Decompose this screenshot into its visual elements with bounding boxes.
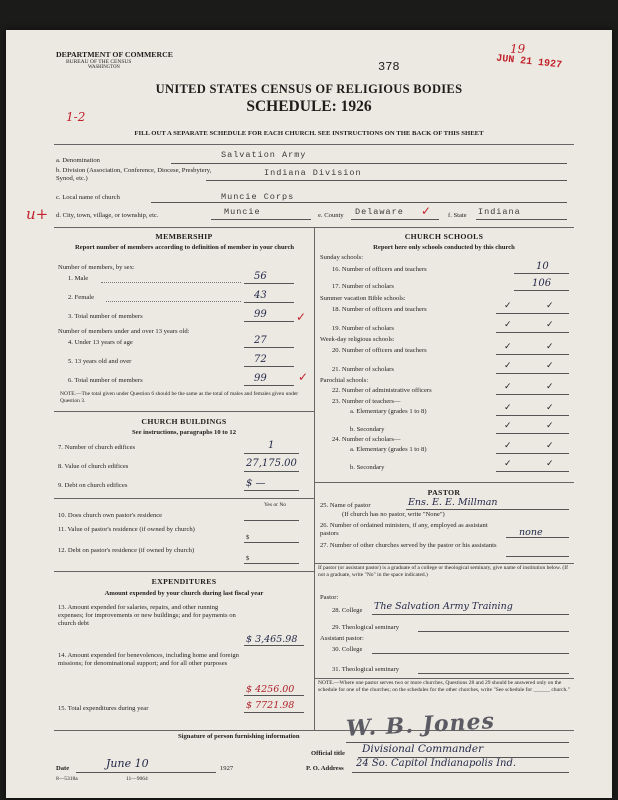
q24a-label: a. Elementary (grades 1 to 8) bbox=[350, 446, 427, 453]
under-13-value: 27 bbox=[254, 335, 267, 346]
q23-label: 23. Number of teachers— bbox=[332, 398, 401, 405]
county-value: Delaware bbox=[355, 207, 404, 217]
total-members-label: 3. Total number of members bbox=[68, 313, 143, 320]
denomination-label: a. Denomination bbox=[56, 157, 100, 164]
check-mark: ✓ bbox=[504, 458, 512, 468]
form-code: 8—5318a bbox=[56, 776, 78, 782]
membership-intro: Report number of members according to definition of member in your church bbox=[74, 244, 295, 251]
buildings-intro: See instructions, paragraphs 10 to 12 bbox=[131, 429, 237, 436]
edifices-value: 1 bbox=[268, 440, 275, 451]
local-name-value: Muncie Corps bbox=[221, 192, 295, 202]
item-15-value: $ 7721.98 bbox=[246, 700, 295, 711]
q30-label: 30. College bbox=[332, 646, 363, 653]
form-title: UNITED STATES CENSUS OF RELIGIOUS BODIES bbox=[155, 82, 463, 96]
q17-value: 106 bbox=[532, 278, 552, 289]
yes-no-header: Yes or No bbox=[264, 502, 287, 508]
q17-label: 17. Number of scholars bbox=[332, 283, 394, 290]
male-value: 56 bbox=[254, 271, 267, 282]
total-check-mark: ✓ bbox=[296, 310, 307, 324]
edifices-label: 7. Number of church edifices bbox=[58, 444, 136, 451]
q20-label: 20. Number of officers and teachers bbox=[332, 347, 427, 354]
age-total-check-mark: ✓ bbox=[298, 370, 309, 384]
margin-mark: 1-2 bbox=[66, 110, 86, 124]
total-by-age-value: 99 bbox=[254, 373, 267, 384]
college-value: The Salvation Army Training bbox=[374, 601, 513, 612]
check-mark: ✓ bbox=[504, 440, 512, 450]
q19-label: 19. Number of scholars bbox=[332, 325, 394, 332]
assistant-pastor-subheading: Assistant pastor: bbox=[320, 635, 364, 642]
side-mark: u+ bbox=[26, 205, 49, 223]
item-15-label: 15. Total expenditures during year bbox=[58, 705, 149, 712]
total-members-value: 99 bbox=[254, 309, 267, 320]
sunday-schools-label: Sunday schools: bbox=[320, 254, 364, 261]
local-name-label: c. Local name of church bbox=[56, 194, 120, 201]
county-label: e. County bbox=[318, 212, 344, 219]
edifice-debt-value: $ — bbox=[246, 478, 266, 489]
owns-residence-label: 10. Does church own pastor's residence bbox=[58, 512, 163, 519]
q26-label: 26. Number of ordained ministers, if any, employed as assistant pastors bbox=[320, 522, 488, 537]
check-mark: ✓ bbox=[546, 440, 554, 450]
q28-label: 28. College bbox=[332, 607, 363, 614]
check-mark: ✓ bbox=[546, 402, 554, 412]
item-14-label: 14. Amount expended for benevolences, including home and foreign missions; for denominational support; and for all other purposes bbox=[58, 652, 239, 667]
residence-debt-label: 12. Debt on pastor's residence (if owned by church) bbox=[58, 547, 195, 554]
members-by-sex-label: Number of members, by sex: bbox=[58, 264, 135, 271]
city-value: Muncie bbox=[224, 207, 261, 217]
check-mark: ✓ bbox=[504, 381, 512, 391]
edifice-value-label: 8. Value of church edifices bbox=[58, 463, 129, 470]
date-year: 1927 bbox=[220, 765, 234, 772]
signature-stamp: W. B. Jones bbox=[345, 708, 496, 742]
q29-label: 29. Theological seminary bbox=[332, 624, 400, 631]
check-mark: ✓ bbox=[546, 381, 554, 391]
residence-debt-value: $ bbox=[246, 555, 250, 562]
buildings-title: CHURCH BUILDINGS bbox=[141, 417, 227, 426]
membership-title: MEMBERSHIP bbox=[155, 232, 213, 241]
membership-note: NOTE.—The total given under Question 6 should be the same as the total of males and females given under Question 3. bbox=[60, 391, 299, 404]
total-by-age-label: 6. Total number of members bbox=[68, 377, 143, 384]
check-mark: ✓ bbox=[546, 300, 554, 310]
q16-value: 10 bbox=[536, 261, 549, 272]
division-label: b. Division (Association, Conference, Diocese, Presbytery, Synod, etc.) bbox=[56, 167, 212, 182]
weekday-schools-label: Week-day religious schools: bbox=[320, 336, 395, 343]
department-label: DEPARTMENT OF COMMERCE bbox=[56, 50, 173, 59]
date-label: Date bbox=[56, 765, 70, 772]
official-title-value: Divisional Commander bbox=[362, 743, 484, 755]
check-mark: ✓ bbox=[504, 319, 512, 329]
check-mark: ✓ bbox=[504, 341, 512, 351]
parochial-schools-label: Parochial schools: bbox=[320, 377, 369, 384]
age-intro-label: Number of members under and over 13 years old: bbox=[58, 328, 190, 335]
q23a-label: a. Elementary (grades 1 to 8) bbox=[350, 408, 427, 415]
state-label: f. State bbox=[448, 212, 467, 219]
under-13-label: 4. Under 13 years of age bbox=[68, 339, 133, 346]
check-mark: ✓ bbox=[546, 319, 554, 329]
print-code: 11—9064 bbox=[126, 776, 148, 782]
q26-value: none bbox=[519, 527, 543, 538]
check-mark: ✓ bbox=[504, 402, 512, 412]
schools-intro: Report here only schools conducted by this church bbox=[373, 244, 515, 251]
item-13-label: 13. Amount expended for salaries, repairs, and other running expenses; for improvements or new buildings; and for payments on church debt bbox=[58, 604, 236, 627]
residence-value-value: $ bbox=[246, 534, 250, 541]
male-label: 1. Male bbox=[68, 275, 89, 282]
check-mark: ✓ bbox=[546, 360, 554, 370]
q27-label: 27. Number of other churches served by the pastor or his assistants bbox=[320, 542, 497, 549]
edifice-debt-label: 9. Debt on church edifices bbox=[58, 482, 128, 489]
division-value: Indiana Division bbox=[264, 168, 362, 178]
female-label: 2. Female bbox=[68, 294, 95, 301]
item-14-value: $ 4256.00 bbox=[246, 684, 295, 695]
q16-label: 16. Number of officers and teachers bbox=[332, 266, 427, 273]
q25-note: (If church has no pastor, write "None") bbox=[342, 511, 445, 518]
q31-label: 31. Theological seminary bbox=[332, 666, 400, 673]
denomination-value: Salvation Army bbox=[221, 150, 307, 160]
residence-value-label: 11. Value of pastor's residence (if owned by church) bbox=[58, 526, 195, 533]
q23b-label: b. Secondary bbox=[350, 426, 385, 433]
city-label: d. City, town, village, or township, etc. bbox=[56, 212, 159, 219]
item-13-value: $ 3,465.98 bbox=[246, 634, 298, 645]
check-mark: ✓ bbox=[504, 360, 512, 370]
pastor-title: PASTOR bbox=[427, 488, 461, 497]
po-address-value: 24 So. Capitol Indianapolis Ind. bbox=[356, 758, 517, 769]
check-mark: ✓ bbox=[504, 300, 512, 310]
washington-label: WASHINGTON bbox=[88, 65, 120, 70]
over-13-value: 72 bbox=[254, 354, 267, 365]
summer-schools-label: Summer vacation Bible schools: bbox=[320, 295, 406, 302]
q24-label: 24. Number of scholars— bbox=[332, 436, 401, 443]
graduate-note: If pastor (or assistant pastor) is a graduate of a college or theological seminary, give name of institution below. (If not a graduate, write "No" in the space indicated.) bbox=[318, 565, 568, 578]
expenditures-title: EXPENDITURES bbox=[151, 577, 217, 586]
q22-label: 22. Number of administrative officers bbox=[332, 387, 432, 394]
check-mark: ✓ bbox=[504, 420, 512, 430]
received-date-stamp: JUN 21 1927 bbox=[495, 53, 563, 72]
schedule-title: SCHEDULE: 1926 bbox=[246, 98, 372, 115]
official-title-label: Official title bbox=[311, 750, 345, 757]
q21-label: 21. Number of scholars bbox=[332, 366, 394, 373]
female-value: 43 bbox=[254, 290, 267, 301]
check-mark: ✓ bbox=[546, 341, 554, 351]
bureau-label: BUREAU OF THE CENSUS bbox=[66, 59, 132, 65]
county-check-mark: ✓ bbox=[421, 204, 432, 218]
pastor-subheading: Pastor: bbox=[320, 594, 339, 601]
over-13-label: 5. 13 years old and over bbox=[68, 358, 132, 365]
state-value: Indiana bbox=[478, 207, 521, 217]
check-mark: ✓ bbox=[546, 458, 554, 468]
edifice-value-value: 27,175.00 bbox=[246, 458, 297, 469]
stamp-note: 19 bbox=[510, 42, 526, 56]
signature-label: Signature of person furnishing information bbox=[178, 733, 300, 740]
census-schedule-form bbox=[6, 30, 612, 798]
expenditures-intro: Amount expended by your church during last fiscal year bbox=[104, 590, 264, 597]
check-mark: ✓ bbox=[546, 420, 554, 430]
instruction-line: FILL OUT A SEPARATE SCHEDULE FOR EACH CHURCH. SEE INSTRUCTIONS ON THE BACK OF THIS SHEET bbox=[134, 130, 484, 137]
pastor-name-value: Ens. E. E. Millman bbox=[408, 497, 498, 508]
q18-label: 18. Number of officers and teachers bbox=[332, 306, 427, 313]
stamp-number: 378 bbox=[378, 60, 400, 74]
q24b-label: b. Secondary bbox=[350, 464, 385, 471]
date-value: June 10 bbox=[106, 757, 149, 770]
q25-label: 25. Name of pastor bbox=[320, 502, 371, 509]
pastor-note: NOTE.—Where one pastor serves two or more churches, Questions 28 and 29 should be answered only on the schedule for one of the churches; on the schedules for the other churches, write "See schedule for ______ church." bbox=[318, 680, 570, 693]
po-address-label: P. O. Address bbox=[306, 765, 344, 772]
schools-title: CHURCH SCHOOLS bbox=[404, 232, 484, 241]
